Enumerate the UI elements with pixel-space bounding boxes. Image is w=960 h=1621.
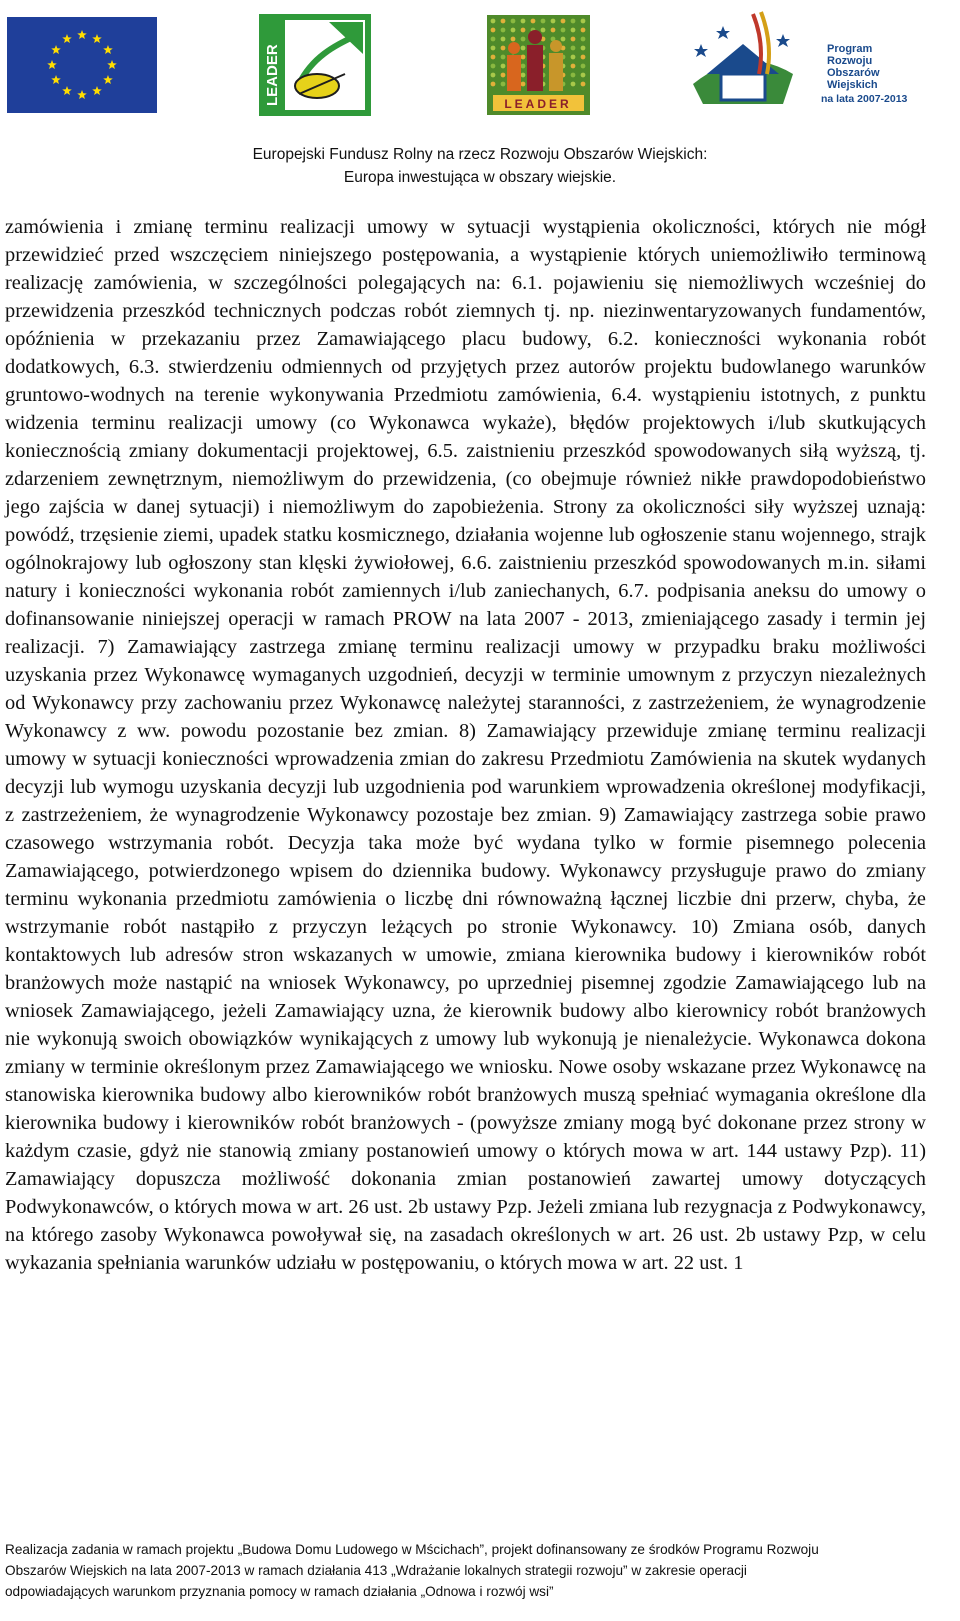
- logo-dot: [581, 64, 586, 69]
- logo-dot: [541, 19, 546, 24]
- logo-dot: [511, 37, 516, 42]
- eu-flag-logo: [7, 17, 157, 113]
- logo-dot: [581, 73, 586, 78]
- footer-line2: Obszarów Wiejskich na lata 2007-2013 w ramach działania 413 „Wdrażanie lokalnych strategii rozwoju” w zakresie operacji: [5, 1563, 747, 1578]
- logo-dot: [491, 28, 496, 33]
- logo-dot: [531, 19, 536, 24]
- logo-dot: [521, 64, 526, 69]
- logo-dot: [581, 28, 586, 33]
- logo-dot: [501, 55, 506, 60]
- logo-dot: [491, 55, 496, 60]
- logo-dot: [561, 37, 566, 42]
- logo-dot: [491, 19, 496, 24]
- logo-dot: [501, 19, 506, 24]
- logo-dot: [581, 37, 586, 42]
- logo-dot: [571, 64, 576, 69]
- logo-dot: [521, 55, 526, 60]
- logo-dot: [521, 46, 526, 51]
- leader-logo: [259, 14, 371, 116]
- logo-dot: [581, 19, 586, 24]
- logo-dot: [571, 37, 576, 42]
- logo-dot: [521, 73, 526, 78]
- header-caption-line2: Europa inwestująca w obszary wiejskie.: [343, 169, 617, 186]
- header-logos: [0, 0, 960, 130]
- logo-dot: [501, 82, 506, 87]
- logo-dot: [571, 46, 576, 51]
- leader-people-logo: [487, 15, 590, 115]
- logo-dot: [571, 82, 576, 87]
- logo-dot: [551, 28, 556, 33]
- page-footer: [5, 1539, 945, 1602]
- logo-dot: [581, 46, 586, 51]
- logo-dot: [521, 19, 526, 24]
- logo-dot: [491, 46, 496, 51]
- logo-dot: [571, 55, 576, 60]
- svg-text:Program Rozwoju Ob: Program Rozwoju Obszarów Wiejskich na lata 2007-2013: [821, 43, 908, 105]
- logo-dot: [571, 19, 576, 24]
- leader-people-logo-text: LEADER: [504, 97, 572, 111]
- logo-dot: [581, 55, 586, 60]
- logo-dot: [501, 73, 506, 78]
- logo-dot: [511, 19, 516, 24]
- logo-dot: [551, 19, 556, 24]
- leader-logo-text: LEADER: [264, 44, 281, 106]
- logo-dot: [521, 37, 526, 42]
- prow-logo: [683, 4, 908, 112]
- logo-dot: [491, 64, 496, 69]
- footer-line3: odpowiadających warunkom przyznania pomocy w ramach działania „Odnowa i rozwój wsi”: [5, 1584, 554, 1599]
- footer-line1: Realizacja zadania w ramach projektu „Budowa Domu Ludowego w Mścichach”, projekt dofinansowany ze środków Programu Rozwoju: [5, 1542, 819, 1557]
- logo-dot: [511, 28, 516, 33]
- logo-dot: [581, 82, 586, 87]
- logo-dot: [521, 28, 526, 33]
- logo-dot: [501, 28, 506, 33]
- header-caption-line1: Europejski Fundusz Rolny na rzecz Rozwoju Obszarów Wiejskich:: [252, 146, 708, 163]
- logo-dot: [561, 19, 566, 24]
- logo-dot: [491, 82, 496, 87]
- document-body-text: zamówienia i zmianę terminu realizacji umowy w sytuacji wystąpienia okoliczności, których nie mógł przewidzieć przed wszczęciem niniejszego postępowania, a wystąpienie których uniemożliwiło terminową realizację zamówienia, w szczególności polegających na: 6.1. pojawieniu się niemożliwych wcześniej do przewidzenia przeszkód technicznych podczas robót ziemnych tj. np. niezinwentaryzowanych fundamentów, opóźnienia w przekazaniu przez Zamawiającego placu budowy, 6.2. konieczności wykonania robót dodatkowych, 6.3. stwierdzeniu odmiennych od przyjętych przez autorów projektu budowlanego warunków gruntowo-wodnych na terenie wykonywania Przedmiotu zamówienia, 6.4. wystąpieniu istotnych, z punktu widzenia terminu realizacji umowy (co Wykonawca wykaże), błędów projektowych i/lub skutkujących koniecznością zmiany dokumentacji projektowej, 6.5. zaistnieniu przeszkód spowodowanych siłą wyższą, tj. zdarzeniem zewnętrznym, niemożliwym do przewidzenia, (co obejmuje również nikłe prawdopodobieństwo jego zajścia w danej sytuacji) i niemożliwym do zapobieżenia. Strony za okoliczności siły wyższej uznają: powódź, trzęsienie ziemi, upadek statku kosmicznego, działania wojenne lub ogłoszenie stanu wojennego, strajk ogólnokrajowy lub ogłoszony stan klęski żywiołowej, 6.6. zaistnieniu przeszkód spowodowanych m.in. siłami natury i konieczności wykonania robót zamiennych i/lub zaniechanych, 6.7. podpisania aneksu do umowy o dofinansowanie niniejszej operacji w ramach PROW na lata 2007 - 2013, zmieniającego zasady i termin jej realizacji. 7) Zamawiający zastrzega zmianę terminu realizacji umowy w przypadku braku możliwości uzyskania przez Wykonawcę wymaganych uzgodnień, decyzji w terminie umownym z przyczyn niezależnych od Wykonawcy przy zachowaniu przez Wykonawcę należytej staranności, z zastrzeżeniem, że wynagrodzenie Wykonawcy z ww. powodu pozostanie bez zmian. 8) Zamawiający przewiduje zmianę terminu realizacji umowy w sytuacji konieczności wprowadzenia zmian do zakresu Przedmiotu Zamówienia na skutek wydanych decyzji lub wymogu uzyskania decyzji lub uzgodnienia pod warunkiem wprowadzenia określonej modyfikacji, z zastrzeżeniem, że wynagrodzenie Wykonawcy pozostaje bez zmian. 9) Zamawiający zastrzega sobie prawo czasowego wstrzymania robót. Decyzja taka może być wydana tylko w formie pisemnego polecenia Zamawiającego, potwierdzonego wpisem do dziennika budowy. Wykonawcy przysługuje prawo do zmiany terminu wykonania przedmiotu zamówienia o liczbę dni równoważną łącznej liczbie dni przerw, chyba, że wstrzymanie robót nastąpiło z przyczyn leżących po stronie Wykonawcy. 10) Zmiana osób, danych kontaktowych lub adresów stron wskazanych w umowie, zmiana kierownika budowy i kierowników robót branżowych może nastąpić na wniosek Wykonawcy, po uprzedniej pisemnej zgodzie Zamawiającego lub na wniosek Zamawiającego, jeżeli Zamawiający uzna, że kierownik budowy albo kierownicy robót branżowych nie wykonują swoich obowiązków wynikających z umowy lub wykonują je nienależycie. Wykonawca dokona zmiany w terminie określonym przez Zamawiającego we wniosku. Nowe osoby wskazane przez Wykonawcę na stanowiska kierownika budowy albo kierowników robót branżowych muszą spełniać wymagania określone dla kierownika budowy i kierowników robót branżowych - (powyższe zmiany mogą być dokonane przez strony w każdym czasie, gdyż nie stanowią zmiany postanowień umowy o których mowa w art. 144 ustawy Pzp). 11) Zamawiający dopuszcza możliwość dokonania zmian postanowień zawartej umowy dotyczących Podwykonawców, o których mowa w art. 26 ust. 2b ustawy Pzp. Jeżeli zmiana lub rezygnacja z Podwykonawcy, na którego zasoby Wykonawca powoływał się, na zasadach określonych w art. 26 ust. 2b ustawy Pzp, w celu wykazania spełniania warunków udziału w postępowaniu, o których mowa w art. 22 ust. 1: [5, 216, 926, 1274]
- logo-dot: [561, 28, 566, 33]
- logo-dot: [501, 37, 506, 42]
- logo-dot: [501, 64, 506, 69]
- header-caption: [0, 143, 960, 189]
- logo-dot: [521, 82, 526, 87]
- logo-dot: [501, 46, 506, 51]
- logo-dot: [571, 28, 576, 33]
- logo-dot: [491, 37, 496, 42]
- logo-dot: [541, 28, 546, 33]
- logo-dot: [491, 73, 496, 78]
- logo-dot: [571, 73, 576, 78]
